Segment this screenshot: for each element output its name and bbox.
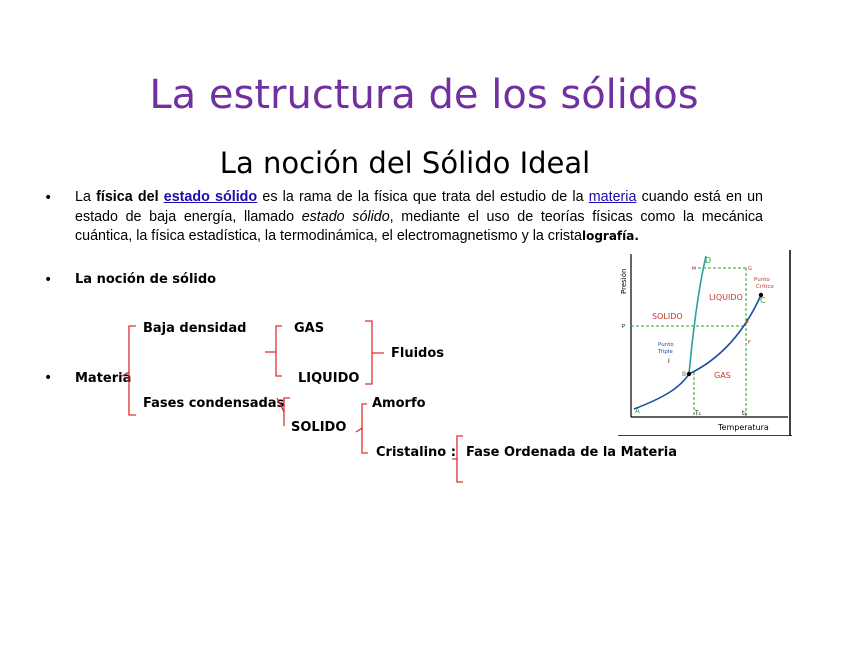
region-solido: SOLIDO: [652, 312, 683, 321]
bracket-cristalino: [452, 436, 463, 482]
label-b: B: [682, 371, 687, 378]
tree-liquido: LIQUIDO: [298, 371, 360, 386]
para-text-3: cuando está en un estado de baja energía, llamado: [75, 189, 764, 225]
para-text-2: es la rama de la física que trata del estudio de la: [257, 189, 589, 205]
bracket-baja-densidad: [265, 326, 282, 376]
page-subtitle: La noción del Sólido Ideal: [219, 146, 591, 180]
materia-link[interactable]: materia: [588, 189, 637, 205]
label-punto-critico-2: Crítico: [756, 284, 774, 290]
label-t1: T₁: [695, 410, 702, 417]
tree-amorfo: Amorfo: [372, 396, 426, 411]
para-text-1: La: [75, 189, 97, 205]
tree-baja-densidad: Baja densidad: [143, 321, 247, 336]
label-c: C: [760, 296, 766, 305]
diagram-y-label: Presión: [620, 268, 628, 294]
label-h: H: [692, 266, 696, 272]
page-title: La estructura de los sólidos: [149, 72, 699, 118]
label-f: F: [748, 340, 751, 346]
para-italic-text: estado sólido: [301, 208, 390, 225]
label-g: G: [748, 266, 752, 272]
tree-gas: GAS: [294, 321, 325, 336]
tree-cristalino: Cristalino :: [376, 445, 456, 460]
tree-fase-ordenada: Fase Ordenada de la Materia: [466, 445, 677, 460]
label-d: D: [705, 256, 712, 265]
bullet-nocion-solido: La noción de sólido: [75, 272, 217, 287]
label-punto-triple-1: Punto: [658, 342, 674, 348]
region-gas: GAS: [714, 371, 731, 380]
bullet-marker: •: [44, 272, 53, 288]
tree-solido: SOLIDO: [291, 420, 347, 435]
para-text-5: lografía.: [581, 229, 639, 244]
region-liquido: LIQUIDO: [709, 293, 743, 302]
label-a: A: [635, 407, 640, 415]
bracket-materia: [122, 326, 136, 415]
label-e: E: [746, 319, 750, 325]
bracket-solido: [356, 404, 368, 453]
tree-fluidos: Fluidos: [391, 346, 445, 361]
label-punto-triple-2: Triple: [658, 349, 673, 355]
bracket-fases: [277, 398, 290, 426]
para-text-4: , mediante el uso de teorías físicas como la mecánica cuántica, la física estadística, la termodinámica, el electromagnetismo y la crista: [75, 208, 763, 245]
para-bold-text: física del: [96, 189, 164, 205]
bullet-marker: •: [44, 370, 53, 386]
estado-solido-link[interactable]: estado sólido: [163, 189, 258, 205]
tree-materia: Materia: [75, 371, 132, 386]
phase-diagram: [618, 250, 792, 436]
label-p: P: [622, 324, 626, 330]
bullet-marker: •: [44, 190, 53, 206]
label-punto-critico-1: Punto: [754, 277, 770, 283]
label-i: I: [668, 358, 670, 365]
diagram-x-label: Temperatura: [718, 423, 769, 432]
bracket-fluidos: [365, 321, 384, 384]
label-t2: t₂: [742, 410, 747, 417]
tree-fases-condensadas: Fases condensadas: [143, 396, 285, 411]
triple-point-dot: [687, 372, 691, 376]
